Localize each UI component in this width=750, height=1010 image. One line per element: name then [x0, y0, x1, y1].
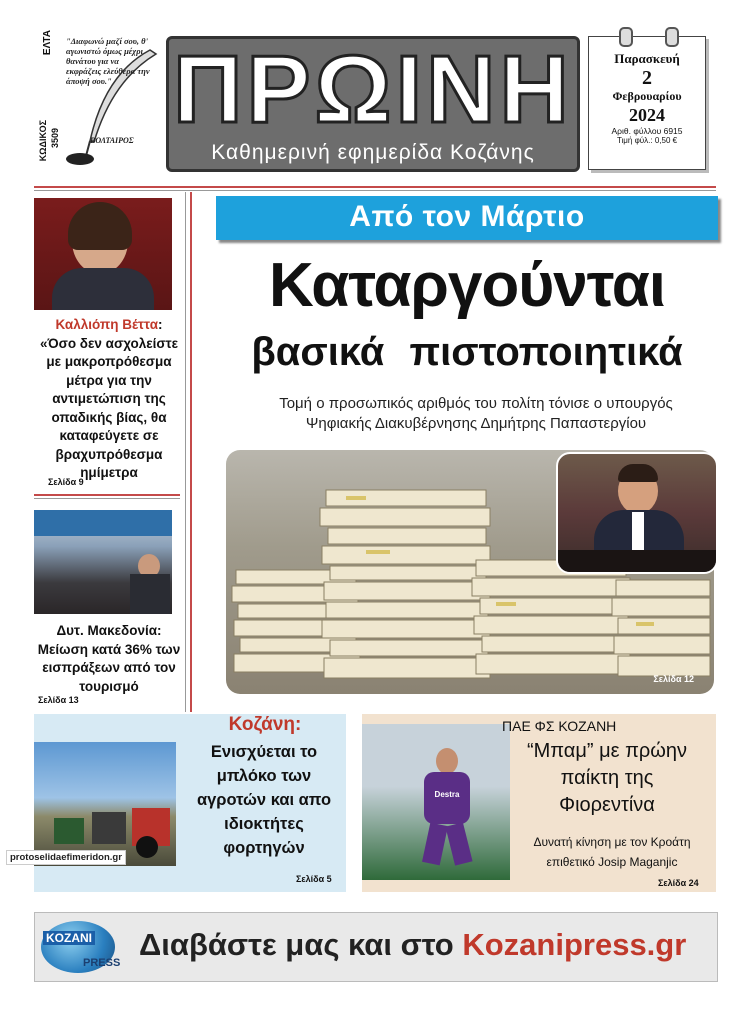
issue-price: Τιμή φύλ.: 0,50 €	[616, 136, 678, 145]
story-vetta-quote: «Όσο δεν ασχολείστε με μακροπρόθεσμα μέτρα για την αντιμετώπιση της οπαδικής βίας, θα καταφεύγετε σε βραχυπρόθεσμα ημίμετρα	[39, 335, 179, 480]
photo-tourism-expo	[34, 510, 172, 614]
newspaper-title: ΠΡΩΙΝΗ	[173, 36, 573, 143]
page-ref-5: Σελίδα 5	[296, 874, 332, 884]
ad-logo-top: KOZANI	[43, 931, 95, 945]
banner-text: Από τον Μάρτιο	[349, 200, 585, 233]
story-vetta[interactable]: Καλλιόπη Βέττα: «Όσο δεν ασχολείστε με μακροπρόθεσμα μέτρα για την αντιμετώπιση της οπαδικής βίας, θα καταφεύγετε σε βραχυπρόθεσμα ημίμετρα	[34, 316, 184, 483]
quote-author: ΒΟΛΤΑΙΡΟΣ	[90, 136, 134, 145]
section-divider-thin	[34, 498, 180, 499]
kozani-story-box[interactable]	[34, 714, 346, 892]
photo-tractors-blockade	[34, 742, 176, 866]
column-divider	[190, 192, 192, 712]
watermark: protoselidaefimeridon.gr	[6, 850, 126, 865]
page-ref-24: Σελίδα 24	[658, 878, 699, 888]
ad-logo-bottom: PRESS	[83, 957, 121, 969]
code-value: 3509	[50, 128, 60, 149]
elta-label: ΕΛΤΑ	[42, 30, 53, 56]
ad-site[interactable]: Kozanipress.gr	[462, 927, 687, 962]
pae-subline	[512, 832, 712, 872]
calendar-ring-icon	[665, 27, 679, 47]
story-tourism[interactable]: Δυτ. Μακεδονία: Μείωση κατά 36% των εισπράξεων από τον τουρισμό	[37, 623, 181, 694]
code-label: ΚΩΔΙΚΟΣ	[38, 120, 48, 162]
kozani-kicker: Κοζάνη:	[228, 714, 302, 735]
pae-subline-2: επιθετικό Josip Maganjic	[546, 855, 678, 869]
calendar-ring-icon	[619, 27, 633, 47]
kozanipress-ad[interactable]	[34, 912, 718, 982]
voltaire-quote: "Διαφωνώ μαζί σου, θ' αγωνιστώ όμως μέχρι θανάτου για να εκφράζεις ελεύθερα την άποψή σου."	[66, 36, 150, 86]
deck-line-2: Ψηφιακής Διακυβέρνησης Δημήτρης Παπαστεργίου	[305, 415, 647, 432]
newspaper-subtitle: Καθημερινή εφημερίδα Κοζάνης	[211, 141, 535, 164]
date-weekday: Παρασκευή	[614, 51, 680, 66]
jersey-text: Destra	[434, 790, 460, 799]
ad-text	[139, 923, 686, 967]
pae-kicker: ΠΑΕ ΦΣ ΚΟΖΑΝΗ	[502, 718, 617, 734]
story-vetta-name: Καλλιόπη Βέττα	[55, 317, 159, 332]
main-headline-2[interactable]: βασικά πιστοποιητικά	[251, 330, 683, 374]
masthead-quote-block	[36, 28, 164, 178]
masthead-divider-thin	[34, 190, 716, 191]
page-ref-12: Σελίδα 12	[653, 674, 694, 684]
date-year: 2024	[629, 105, 665, 125]
pae-subline-1: Δυνατή κίνηση με τον Κροάτη	[533, 835, 691, 849]
issue-number: Αριθ. φύλλου 6915	[611, 126, 683, 136]
pae-headline: “Μπαμ” με πρώην παίκτη της Φιορεντίνα	[526, 740, 688, 816]
main-deck	[216, 394, 736, 434]
page-ref-9: Σελίδα 9	[48, 477, 84, 487]
kozani-headline: Ενισχύεται το μπλόκο των αγροτών και απο ιδιοκτήτες φορτηγών	[196, 743, 332, 857]
photo-kalliopi-vetta	[34, 198, 172, 310]
masthead-divider	[34, 186, 716, 188]
ad-text-prefix: Διαβάστε μας και στο	[139, 927, 454, 962]
main-story-banner	[216, 196, 718, 240]
date-day: 2	[642, 67, 652, 89]
newspaper-title-box	[166, 36, 580, 172]
photo-football-player	[362, 724, 510, 880]
section-divider	[34, 494, 180, 496]
deck-line-1: Τομή ο προσωπικός αριθμός του πολίτη τόνισε ο υπουργός	[279, 395, 673, 412]
page-ref-13: Σελίδα 13	[38, 695, 79, 705]
photo-minister-papastergiou	[556, 452, 718, 574]
date-month: Φεβρουαρίου	[612, 89, 682, 103]
main-headline[interactable]: Καταργούνται	[268, 251, 666, 320]
paefs-story-box[interactable]	[362, 714, 716, 892]
date-calendar	[588, 36, 706, 170]
column-divider-thin	[185, 192, 186, 712]
